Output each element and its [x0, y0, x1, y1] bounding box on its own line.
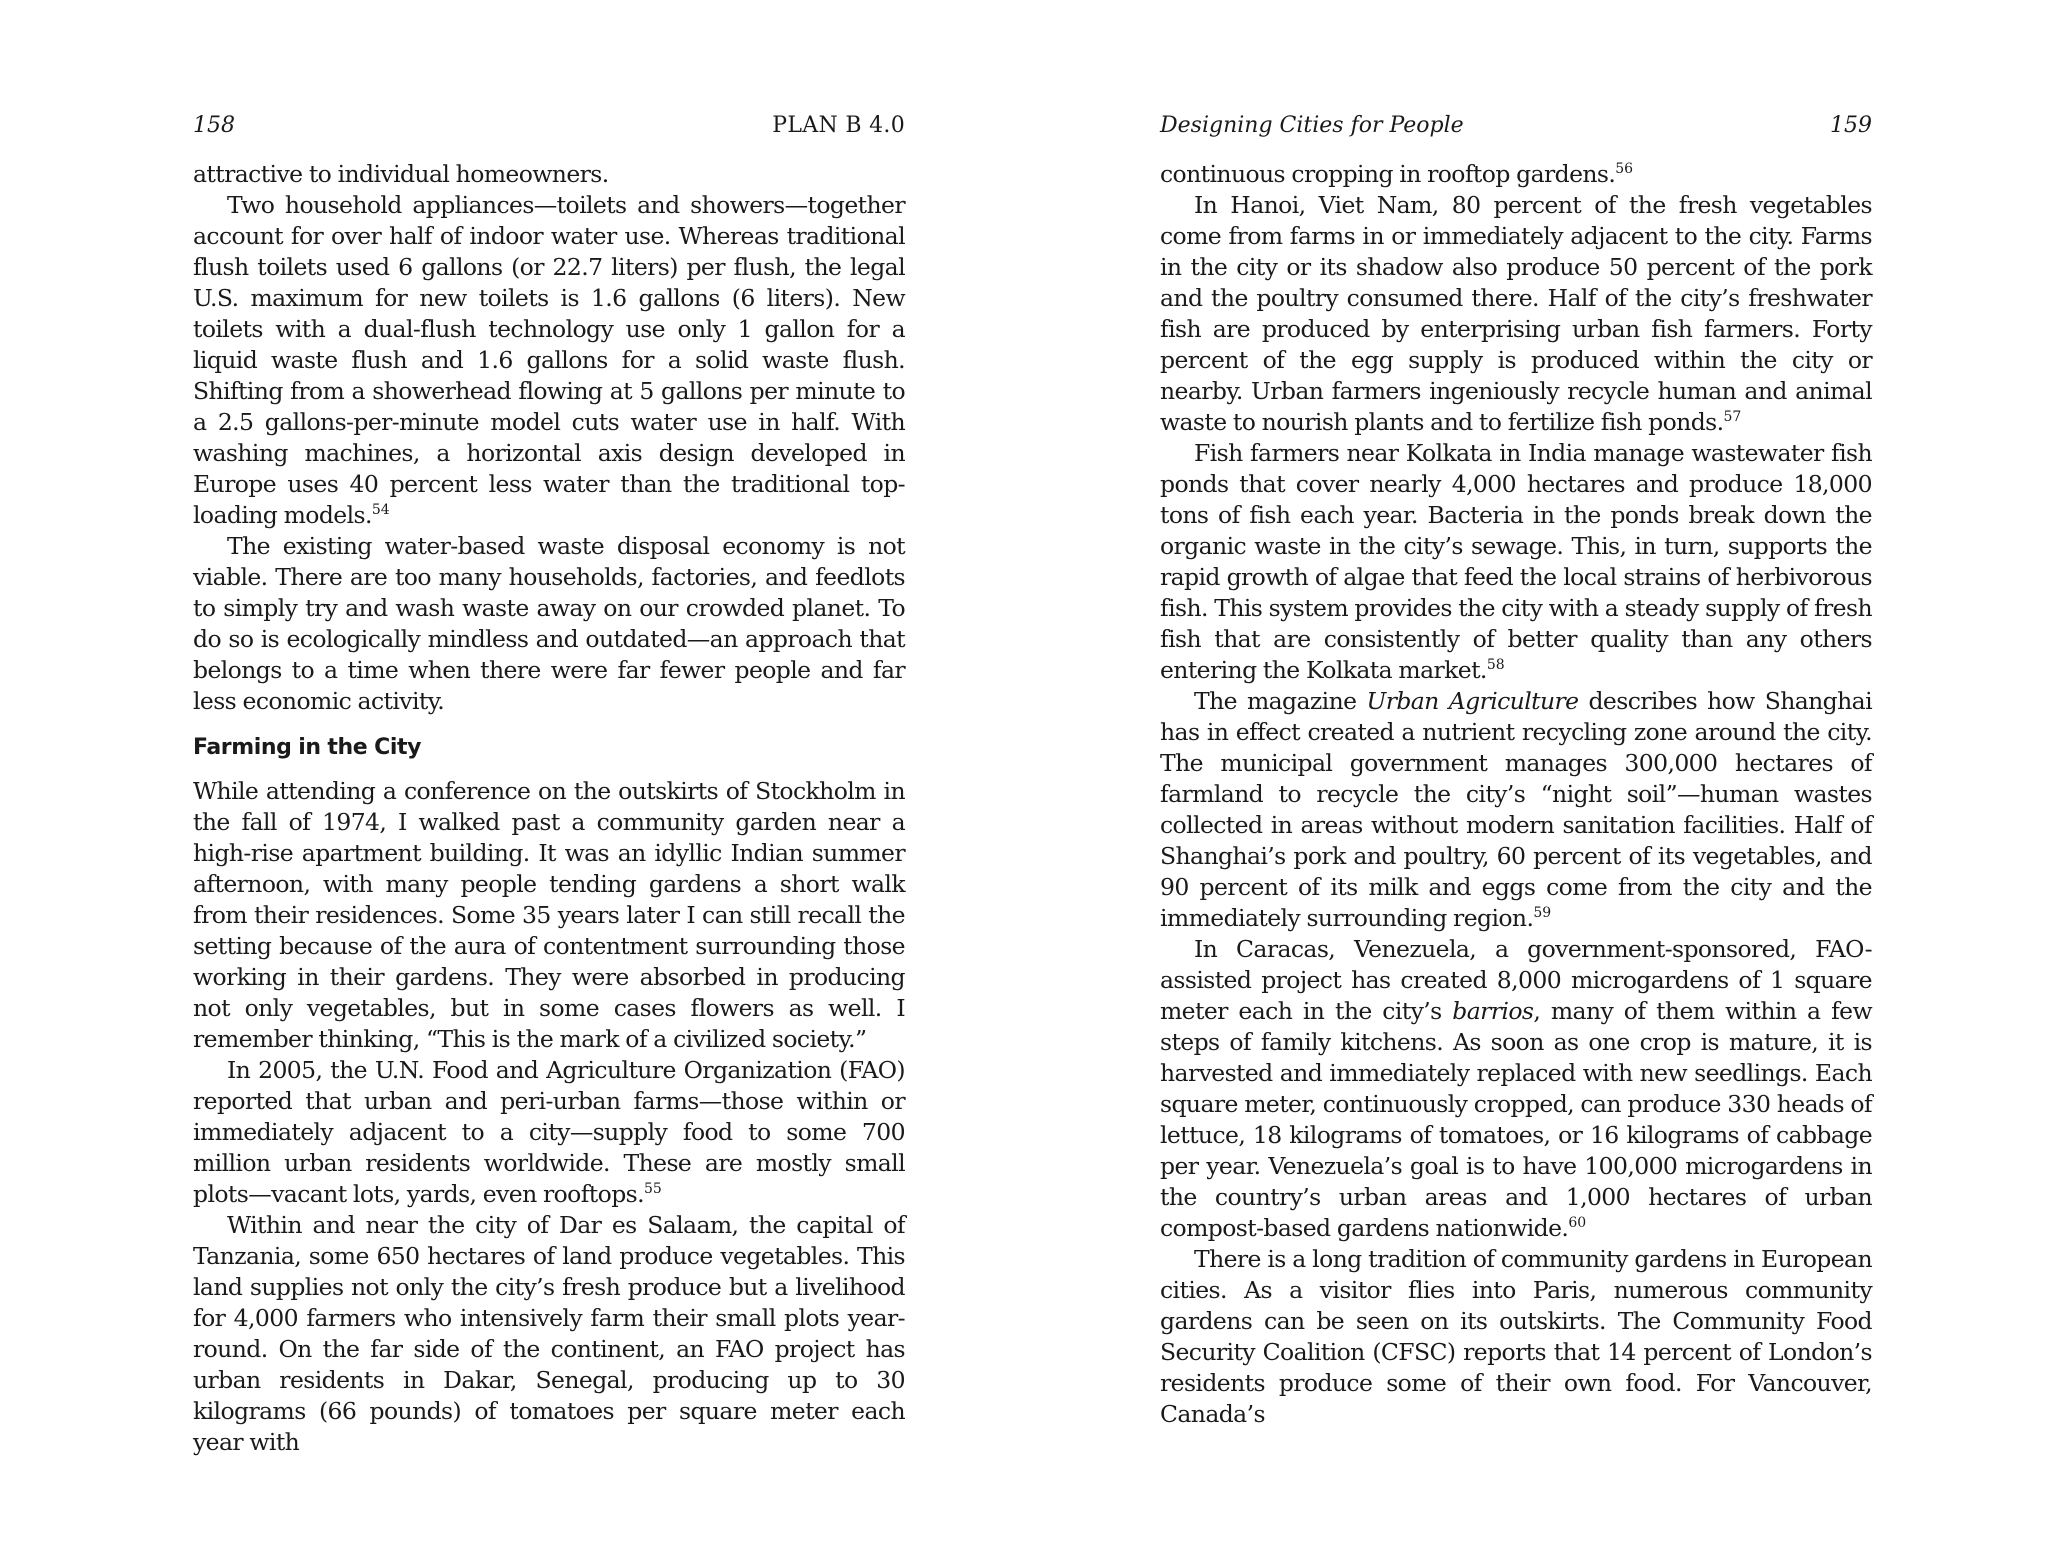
paragraph: Within and near the city of Dar es Salaam, the capital of Tanzania, some 650 hectares of land produce vegetables. This land supplies not only the city’s fresh produce but a livelihood for 4,000 farmers who intensively farm their small plots year-round. On the far side of the continent, an FAO project has urban residents in Dakar, Senegal, producing up to 30 kilograms (66 pounds) of tomatoes per square meter each year with	[193, 1211, 905, 1456]
running-head	[1160, 112, 1872, 140]
paragraph: In 2005, the U.N. Food and Agriculture Organization (FAO) reported that urban and peri-urban farms—those within or immediately adjacent to a city—supply food to some 700 million urban residents worldwide. These are mostly small plots—vacant lots, yards, even rooftops.$^{55}$	[193, 1056, 905, 1208]
paragraph: In Caracas, Venezuela, a government-sponsored, FAO-assisted project has created 8,000 microgardens of 1 square meter each in the city’s barrios, many of them within a few steps of family kitchens. As soon as one crop is mature, it is harvested and immediately replaced with new seedlings. Each square meter, continuously cropped, can produce 330 heads of lettuce, 18 kilograms of tomatoes, or 16 kilograms of cabbage per year. Venezuela’s goal is to have 100,000 microgardens in the country’s urban areas and 1,000 hectares of urban compost-based gardens nationwide.$^{60}$	[1160, 935, 1872, 1242]
left-page	[193, 112, 905, 1458]
running-head	[193, 112, 905, 140]
footnote-ref: 58	[1486, 657, 1505, 673]
paragraph: While attending a conference on the outskirts of Stockholm in the fall of 1974, I walked past a community garden near a high-rise apartment building. It was an idyllic Indian summer afternoon, with many people tending gardens a short walk from their residences. Some 35 years later I can still recall the setting because of the aura of contentment surrounding those working in their gardens. They were absorbed in producing not only vegetables, but in some cases flowers as well. I remember thinking, “This is the mark of a civilized society.”	[193, 777, 905, 1053]
paragraph: Fish farmers near Kolkata in India manage wastewater fish ponds that cover nearly 4,000 hectares and produce 18,000 tons of fish each year. Bacteria in the ponds break down the organic waste in the city’s sewage. This, in turn, supports the rapid growth of algae that feed the local strains of herbivorous fish. This system provides the city with a steady supply of fresh fish that are consistently of better quality than any others entering the Kolkata market.$^{58}$	[1160, 439, 1872, 684]
italic-term: barrios	[1452, 997, 1534, 1025]
footnote-ref: 60	[1568, 1215, 1587, 1231]
section-heading: Farming in the City	[193, 735, 422, 760]
page-number: 159	[1830, 113, 1872, 138]
running-title: PLAN B 4.0	[772, 113, 905, 138]
body-text	[1160, 159, 1872, 1430]
paragraph: The existing water-based waste disposal economy is not viable. There are too many households, factories, and feedlots to simply try and wash waste away on our crowded planet. To do so is ecologically mindless and outdated—an approach that belongs to a time when there were far fewer people and far less economic activity.	[193, 532, 905, 715]
footnote-ref: 57	[1723, 409, 1742, 425]
right-page	[1160, 112, 1872, 1430]
paragraph: continuous cropping in rooftop gardens.$^{56}$	[1160, 160, 1634, 188]
body-text	[193, 159, 905, 1458]
italic-title: Urban Agriculture	[1366, 687, 1579, 715]
footnote-ref: 55	[643, 1181, 662, 1197]
page-number: 158	[193, 113, 235, 138]
paragraph: Two household appliances—toilets and showers—together account for over half of indoor water use. Whereas traditional flush toilets used 6 gallons (or 22.7 liters) per flush, the legal U.S. maximum for new toilets is 1.6 gallons (6 liters). New toilets with a dual-flush technology use only 1 gallon for a liquid waste flush and 1.6 gallons for a solid waste flush. Shifting from a showerhead flowing at 5 gallons per minute to a 2.5 gallons-per-minute model cuts water use in half. With washing machines, a horizontal axis design developed in Europe uses 40 percent less water than the traditional top-loading models.$^{54}$	[193, 191, 905, 529]
footnote-ref: 56	[1615, 161, 1634, 177]
footnote-ref: 59	[1533, 905, 1552, 921]
paragraph: The magazine Urban Agriculture describes how Shanghai has in effect created a nutrient recycling zone around the city. The municipal government manages 300,000 hectares of farmland to recycle the city’s “night soil”—human wastes collected in areas without modern sanitation facilities. Half of Shanghai’s pork and poultry, 60 percent of its vegetables, and 90 percent of its milk and eggs come from the city and the immediately surrounding region.$^{59}$	[1160, 687, 1872, 932]
paragraph: In Hanoi, Viet Nam, 80 percent of the fresh vegetables come from farms in or immediately adjacent to the city. Farms in the city or its shadow also produce 50 percent of the pork and the poultry consumed there. Half of the city’s freshwater fish are produced by enterprising urban fish farmers. Forty percent of the egg supply is produced within the city or nearby. Urban farmers ingeniously recycle human and animal waste to nourish plants and to fertilize fish ponds.$^{57}$	[1160, 191, 1872, 436]
paragraph: attractive to individual homeowners.	[193, 160, 609, 188]
footnote-ref: 54	[371, 502, 390, 518]
paragraph: There is a long tradition of community gardens in European cities. As a visitor flies into Paris, numerous community gardens can be seen on its outskirts. The Community Food Security Coalition (CFSC) reports that 14 percent of London’s residents produce some of their own food. For Vancouver, Canada’s	[1160, 1245, 1872, 1428]
running-title: Designing Cities for People	[1160, 113, 1464, 138]
